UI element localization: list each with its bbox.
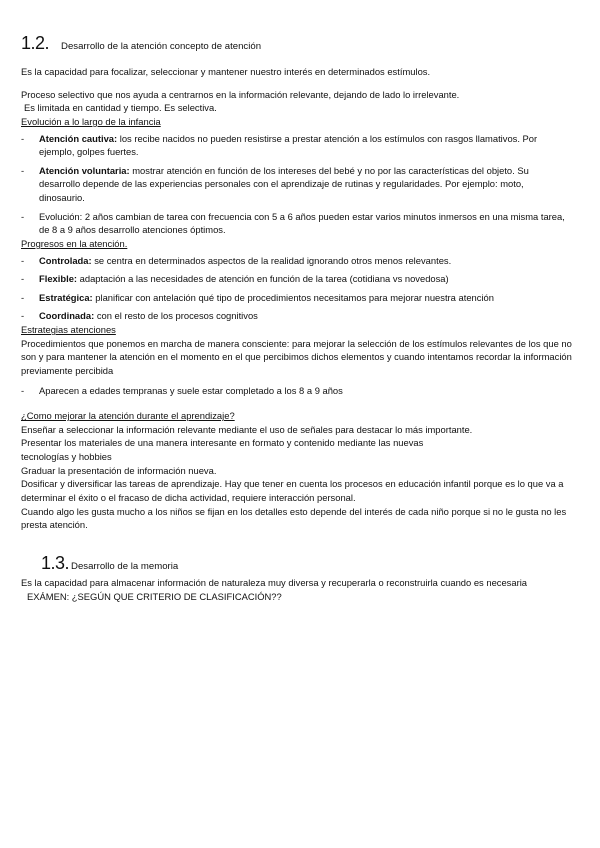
list-item: - Coordinada: con el resto de los procesos cognitivos	[21, 310, 258, 322]
list-item: - Estratégica: planificar con antelación qué tipo de procedimientos necesitamos para mejorar nuestra atención	[21, 291, 494, 303]
list-item-text: mostrar atención en función de los intereses del bebé y no por las características del objeto. Su desarrollo depende de las experiencias personales con el aprendizaje de rutinas y regularidades. Por ejemplo: moto, dinosaurio.	[39, 164, 529, 204]
list-item-text: adaptación a las necesidades de atención en función de la tarea (cotidiana vs novedosa)	[77, 273, 449, 285]
improve-line: Cuando algo les gusta mucho a los niños se fijan en los detalles esto depende del interés de cada niño porque si no le gusta no les presta atención.	[21, 505, 567, 531]
improve-line: Graduar la presentación de información nueva.	[21, 464, 217, 476]
section-number: 1.3.	[41, 552, 70, 573]
section-1-3-heading	[41, 550, 572, 576]
list-item: - Evolución: 2 años cambian de tarea con frecuencia con 5 a 6 años pueden estar varios minutos inmersos en una misma tarea, de 8 a 9 años desarrollo atenciones óptimos.	[21, 210, 565, 236]
list-item-text: Evolución: 2 años cambian de tarea con frecuencia con 5 a 6 años pueden estar varios minutos inmersos en una misma tarea, de 8 a 9 años desarrollo atenciones óptimos.	[39, 210, 565, 236]
improve-heading: ¿Como mejorar la atención durante el aprendizaje?	[21, 410, 235, 422]
improve-line: Presentar los materiales de una manera interesante en formato y contenido mediante las nuevas	[21, 437, 424, 449]
attention-definition: Es la capacidad para focalizar, seleccionar y mantener nuestro interés en determinados estímulos.	[21, 66, 431, 78]
list-item-term: Atención voluntaria:	[39, 164, 130, 176]
progress-heading: Progresos en la atención.	[21, 237, 128, 249]
attention-limits-line: Es limitada en cantidad y tiempo. Es selectiva.	[24, 102, 217, 114]
list-item-text: se centra en determinados aspectos de la realidad ignorando otros menos relevantes.	[91, 254, 452, 266]
list-item-text: Aparecen a edades tempranas y suele estar completado a los 8 a 9 años	[39, 384, 343, 396]
list-item: - Atención voluntaria: mostrar atención en función de los intereses del bebé y no por las características del objeto. Su desarrollo depende de las experiencias personales con el aprendizaje de rutinas y regularidades. Por ejemplo: moto, dinosaurio.	[21, 164, 529, 204]
section-number: 1.2.	[21, 33, 50, 53]
strategies-text: Procedimientos que ponemos en marcha de manera consciente: para mejorar la selección de los estímulos relevantes de los que no son y para mantener la atención en el momento en el que percibimos dichos elementos y cuando intentamos recordar la información previamente percibida	[21, 337, 572, 376]
improve-line: Enseñar a seleccionar la información relevante mediante el uso de señales para destacar lo más importante.	[21, 423, 473, 435]
list-item-term: Atención cautiva:	[39, 132, 118, 144]
list-item-text: planificar con antelación qué tipo de procedimientos necesitamos para mejorar nuestra atención	[92, 291, 494, 303]
list-item-term: Controlada:	[39, 254, 92, 266]
section-title: Desarrollo de la memoria	[71, 560, 179, 572]
list-item: - Atención cautiva: los recibe nacidos no pueden resistirse a prestar atención a los estímulos con rasgos llamativos. Por ejemplo, golpes fuertes.	[21, 132, 538, 158]
section-title: Desarrollo de la atención concepto de atención	[61, 41, 262, 52]
list-item: - Controlada: se centra en determinados aspectos de la realidad ignorando otros menos relevantes.	[21, 254, 452, 266]
memory-definition: Es la capacidad para almacenar información de naturaleza muy diversa y recuperarla o reconstruirla cuando es necesaria	[21, 576, 527, 588]
strategies-heading: Estrategias atenciones	[21, 324, 116, 336]
list-item-text: con el resto de los procesos cognitivos	[94, 310, 258, 322]
list-item: - Flexible: adaptación a las necesidades de atención en función de la tarea (cotidiana vs novedosa)	[21, 273, 449, 285]
exam-note: EXÁMEN: ¿SEGÚN QUE CRITERIO DE CLASIFICACIÓN??	[27, 590, 282, 602]
attention-process-line: Proceso selectivo que nos ayuda a centrarnos en la información relevante, dejando de lado lo irrelevante.	[21, 88, 460, 100]
evolution-heading: Evolución a lo largo de la infancia	[21, 115, 161, 127]
section-1-2-heading	[21, 30, 572, 56]
list-item-term: Coordinada:	[39, 310, 95, 322]
list-item: - Aparecen a edades tempranas y suele estar completado a los 8 a 9 años	[21, 384, 343, 396]
list-item-term: Flexible:	[39, 273, 78, 285]
list-item-term: Estratégica:	[39, 291, 93, 303]
improve-line: Dosificar y diversificar las tareas de aprendizaje. Hay que tener en cuenta los procesos en educación infantil porque es lo que va a determinar el éxito o el fracaso de dicha actividad, requiere interacción personal.	[21, 478, 564, 503]
list-item-text: los recibe nacidos no pueden resistirse a prestar atención a los estímulos con rasgos llamativos. Por ejemplo, golpes fuertes.	[39, 132, 538, 158]
improve-line: tecnologías y hobbies	[21, 451, 112, 463]
